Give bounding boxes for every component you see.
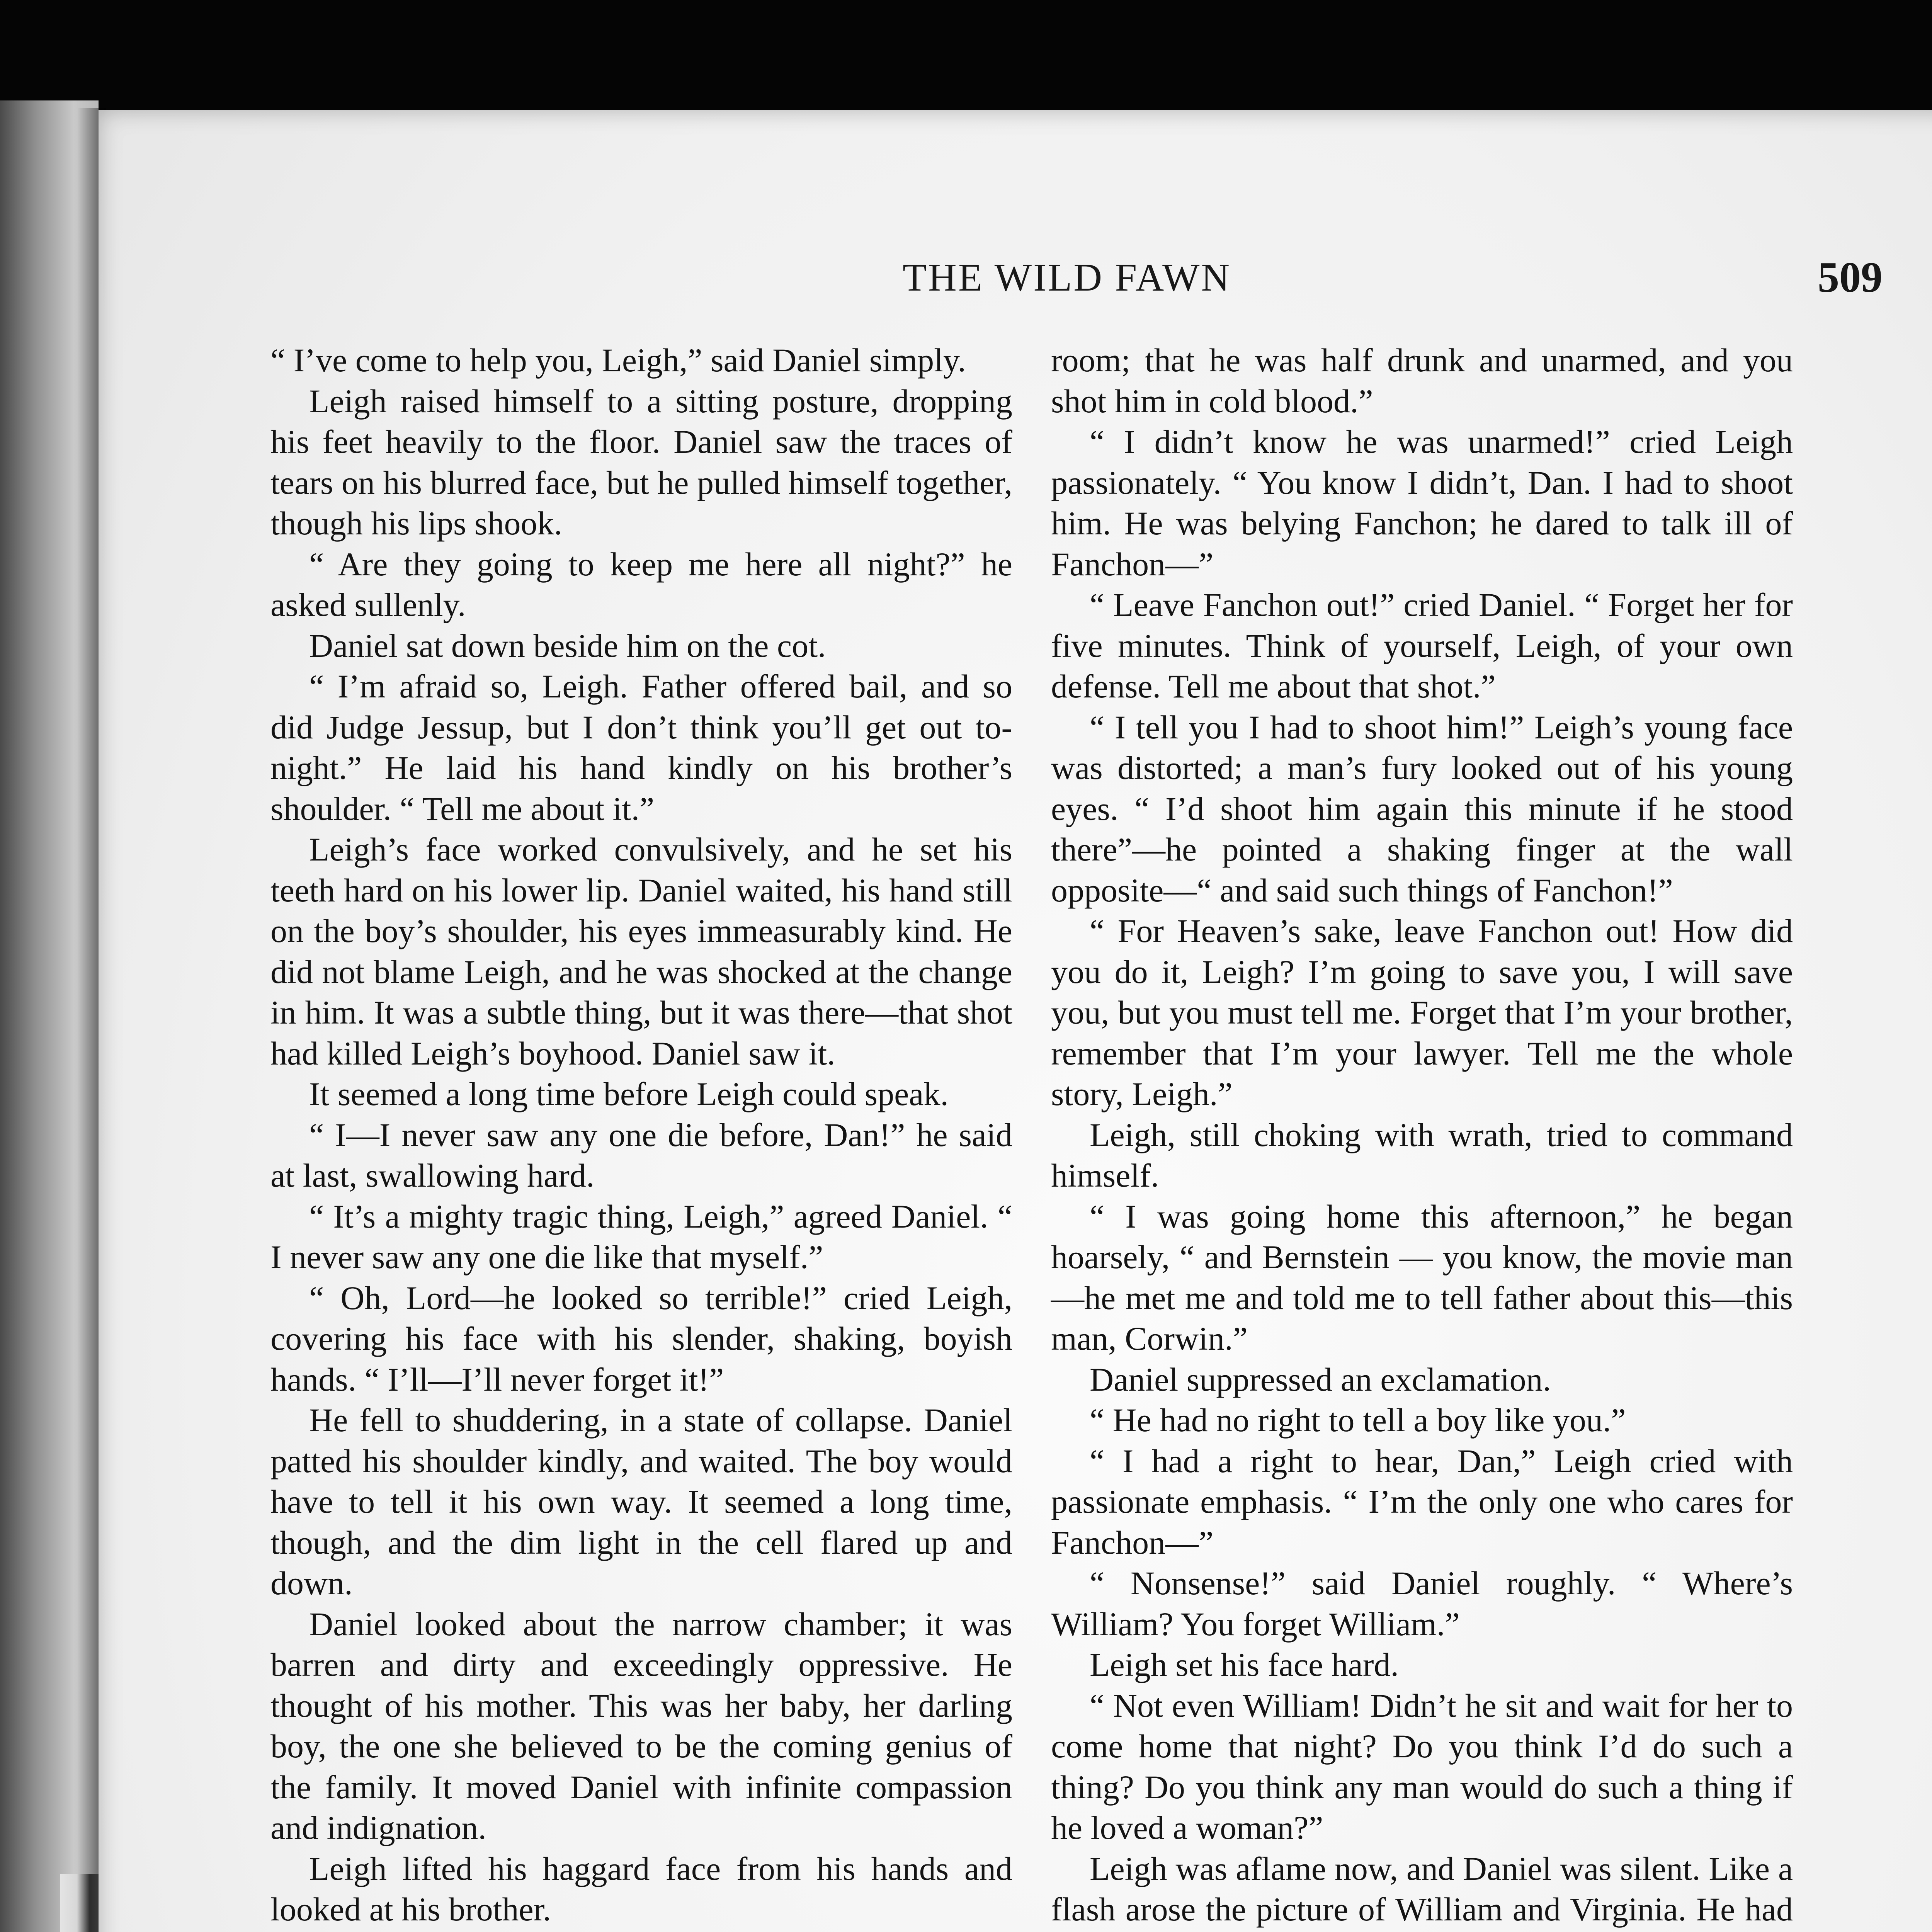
paragraph: “ He had no right to tell a boy like you.” bbox=[1090, 1401, 1626, 1439]
paragraph: “ Nonsense!” said Daniel roughly. “ Where’s William? You forget William.” bbox=[1051, 1565, 1793, 1643]
paragraph: “ Not even William! Didn’t he sit and wait for her to come home that night? Do you think I’d do such a thing? Do you think any man would do such a thing if he loved a woman?” bbox=[1051, 1687, 1793, 1846]
paragraph: Daniel suppressed an exclamation. bbox=[1090, 1361, 1551, 1398]
paragraph bbox=[270, 1930, 1012, 1932]
paragraph: “ I—I never saw any one die before, Dan!” he said at last, swallowing hard. bbox=[270, 1116, 1012, 1194]
running-head bbox=[251, 255, 1883, 309]
paragraph: “ It’s a mighty tragic thing, Leigh,” agreed Daniel. “ I never saw any one die like that myself.” bbox=[270, 1197, 1012, 1276]
paragraph: “ Are they going to keep me here all night?” he asked sullenly. bbox=[270, 545, 1012, 623]
paragraph: “ Oh, Lord—he looked so terrible!” cried Leigh, covering his face with his slender, shaking, boyish hands. “ I’ll—I’ll never forget it!” bbox=[270, 1279, 1012, 1398]
left-text-column bbox=[270, 340, 1012, 1932]
right-text-column bbox=[1051, 340, 1793, 1932]
paragraph: “ I’m afraid so, Leigh. Father offered bail, and so did Judge Jessup, but I don’t think you’ll get out to-night.” He laid his hand kindly on his brother’s shoulder. “ Tell me about it.” bbox=[270, 668, 1012, 827]
paragraph: “ I tell you I had to shoot him!” Leigh’s young face was distorted; a man’s fury looked out of his young eyes. “ I’d shoot him again this minute if he stood there”—he pointed a shaking finger at the wall opposite—“ and said such things of Fanchon!” bbox=[1051, 708, 1793, 909]
paragraph: Daniel looked about the narrow chamber; it was barren and dirty and exceedingly oppressive. He thought of his mother. This was her baby, her darling boy, the one she believed to be the coming genius of the family. It moved Daniel with infinite compassion and indignation. bbox=[270, 1605, 1012, 1846]
paragraph: “ I didn’t know he was unarmed!” cried Leigh passionately. “ You know I didn’t, Dan. I had to shoot him. He was belying Fanchon; he dared to talk ill of Fanchon—” bbox=[1051, 423, 1793, 583]
paragraph: It seemed a long time before Leigh could speak. bbox=[309, 1075, 949, 1112]
paragraph: Leigh raised himself to a sitting posture, dropping his feet heavily to the floor. Daniel saw the traces of tears on his blurred face, but he pulled himself together, though his lips shook. bbox=[270, 382, 1012, 542]
paragraph: Leigh’s face worked convulsively, and he set his teeth hard on his lower lip. Daniel waited, his hand still on the boy’s shoulder, his eyes immeasurably kind. He did not blame Leigh, and he was shocked at the change in him. It was a subtle thing, but it was there—that shot had killed Leigh’s boyhood. Daniel saw it. bbox=[270, 831, 1012, 1072]
paragraph: room; that he was half drunk and unarmed, and you shot him in cold blood.” bbox=[1051, 342, 1793, 420]
page-number: 509 bbox=[1818, 253, 1883, 301]
binding-fold bbox=[60, 1874, 102, 1932]
paragraph: Leigh lifted his haggard face from his hands and looked at his brother. bbox=[270, 1850, 1012, 1928]
paragraph: “ I had a right to hear, Dan,” Leigh cried with passionate emphasis. “ I’m the only one who cares for Fanchon—” bbox=[1051, 1442, 1793, 1561]
paragraph: “ I was going home this afternoon,” he began hoarsely, “ and Bernstein — you know, the movie man—he met me and told me to tell father about this—this man, Corwin.” bbox=[1051, 1197, 1793, 1357]
paragraph: “ For Heaven’s sake, leave Fanchon out! How did you do it, Leigh? I’m going to save you, I will save you, but you must tell me. Forget that I’m your brother, remember that I’m your lawyer. Tell me the whole story, Leigh.” bbox=[1051, 912, 1793, 1112]
paragraph: “ Leave Fanchon out!” cried Daniel. “ Forget her for five minutes. Think of yourself, Leigh, of your own defense. Tell me about that shot.” bbox=[1051, 586, 1793, 705]
paragraph: Leigh set his face hard. bbox=[1090, 1646, 1399, 1683]
paragraph: He fell to shuddering, in a state of collapse. Daniel patted his shoulder kindly, and waited. The boy would have to tell it his own way. It seemed a long time, though, and the dim light in the cell flared up and down. bbox=[270, 1401, 1012, 1602]
paragraph: “ I’ve come to help you, Leigh,” said Daniel simply. bbox=[270, 342, 966, 379]
paragraph: Leigh, still choking with wrath, tried to command himself. bbox=[1051, 1116, 1793, 1194]
paragraph: Daniel sat down beside him on the cot. bbox=[309, 627, 826, 664]
running-title: THE WILD FAWN bbox=[902, 256, 1231, 299]
paragraph: Leigh was aflame now, and Daniel was silent. Like a flash arose the picture of William and Virginia. He had bbox=[1051, 1850, 1793, 1928]
